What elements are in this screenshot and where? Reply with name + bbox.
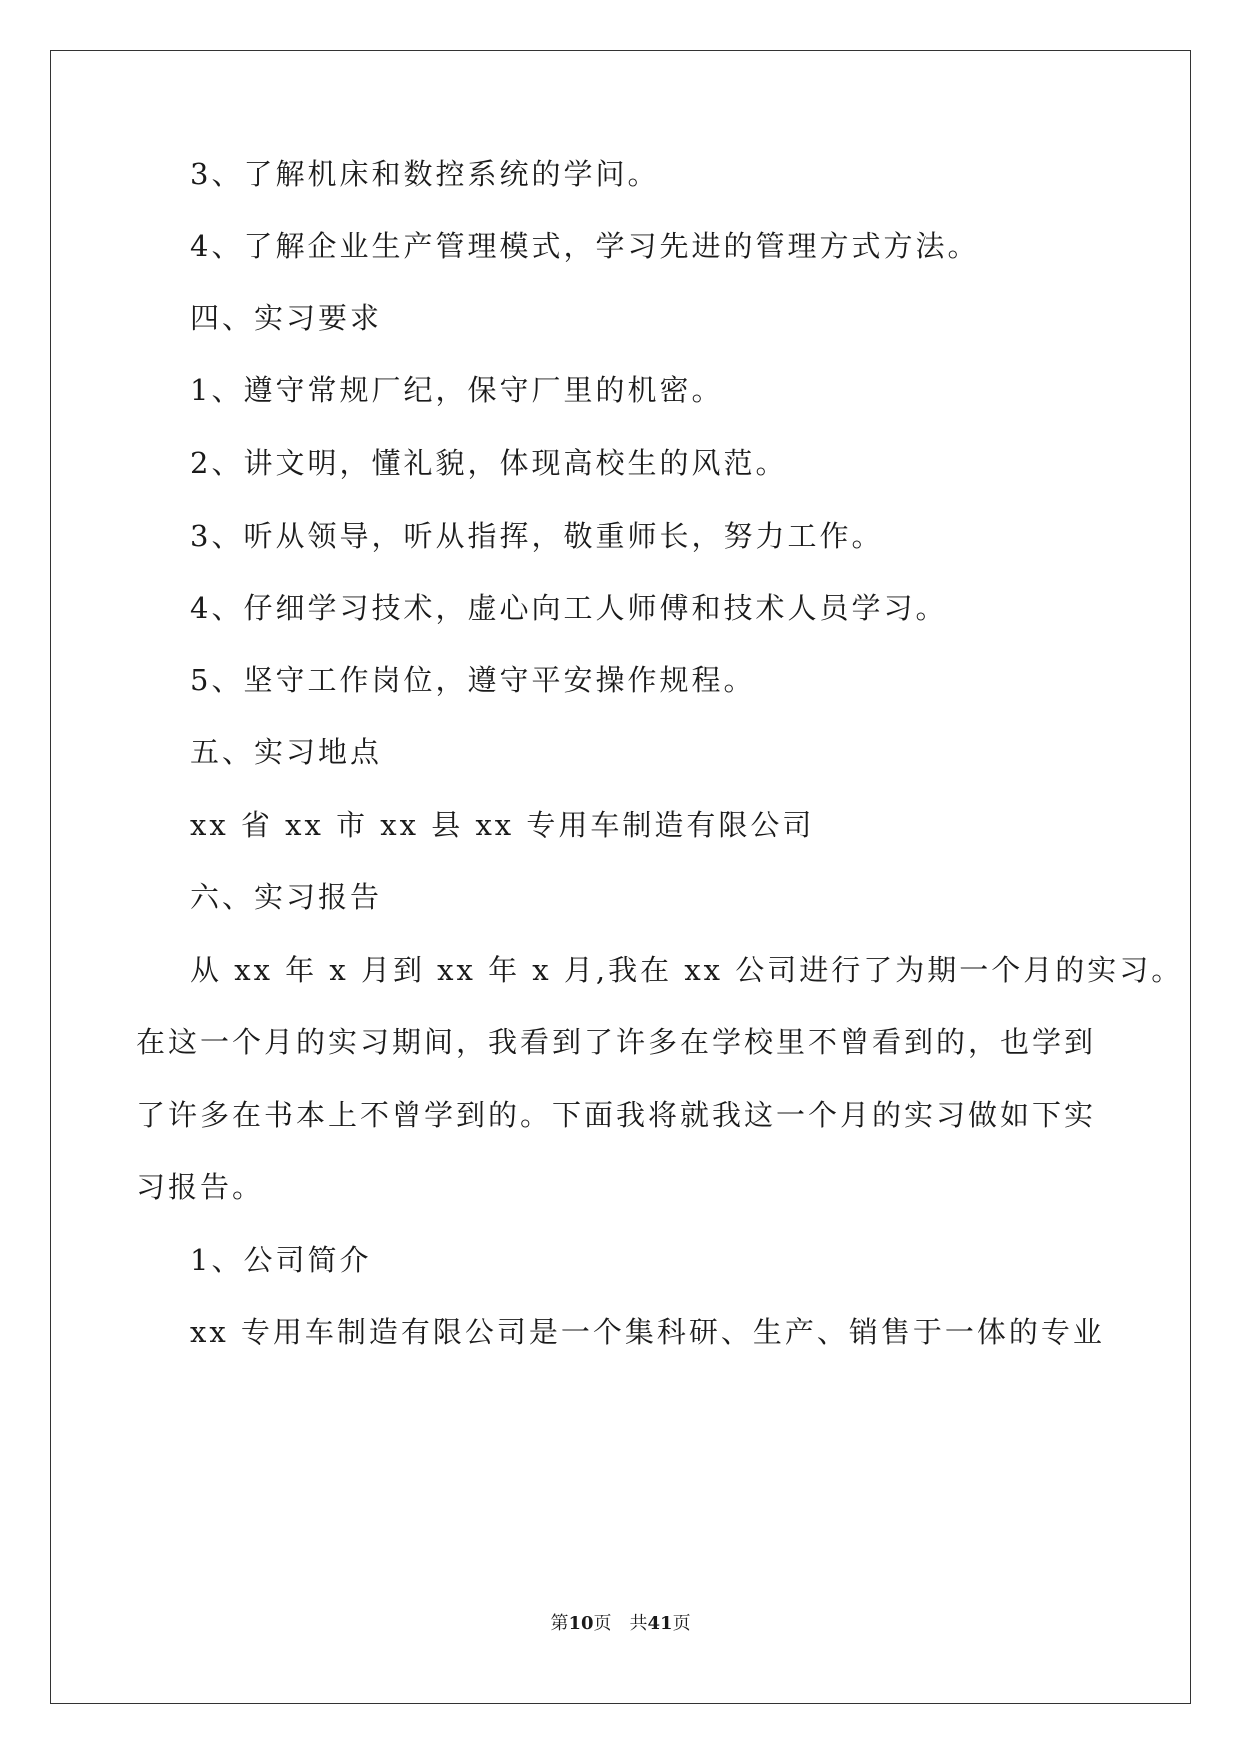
section-heading: 六、实习报告	[190, 880, 383, 914]
footer-middle: 页 共	[593, 1613, 648, 1634]
text-line: 4、仔细学习技术，虚心向工人师傅和技术人员学习。	[190, 591, 948, 625]
paragraph-line: xx 专用车制造有限公司是一个集科研、生产、销售于一体的专业	[190, 1315, 1105, 1349]
text-line: 3、了解机床和数控系统的学问。	[190, 157, 660, 191]
text-line: 1、遵守常规厂纪，保守厂里的机密。	[190, 373, 724, 407]
section-heading: 1、公司简介	[190, 1243, 372, 1277]
page-number: 10	[568, 1613, 594, 1634]
paragraph-line: 习报告。	[136, 1170, 265, 1204]
text-line: xx 省 xx 市 xx 县 xx 专用车制造有限公司	[190, 808, 815, 842]
footer-prefix: 第	[550, 1613, 569, 1634]
section-heading: 五、实习地点	[190, 735, 383, 769]
text-line: 3、听从领导，听从指挥，敬重师长，努力工作。	[190, 519, 884, 553]
section-heading: 四、实习要求	[190, 301, 383, 335]
text-line: 5、坚守工作岗位，遵守平安操作规程。	[190, 663, 756, 697]
paragraph-line: 从 xx 年 x 月到 xx 年 x 月,我在 xx 公司进行了为期一个月的实习。	[190, 953, 1184, 987]
paragraph-line: 了许多在书本上不曾学到的。下面我将就我这一个月的实习做如下实	[136, 1098, 1097, 1132]
paragraph-line: 在这一个月的实习期间，我看到了许多在学校里不曾看到的，也学到	[136, 1025, 1097, 1059]
total-pages: 41	[647, 1613, 673, 1634]
page-footer	[0, 1612, 1241, 1636]
text-line: 2、讲文明，懂礼貌，体现高校生的风范。	[190, 446, 788, 480]
footer-suffix: 页	[672, 1613, 691, 1634]
text-line: 4、了解企业生产管理模式，学习先进的管理方式方法。	[190, 229, 980, 263]
